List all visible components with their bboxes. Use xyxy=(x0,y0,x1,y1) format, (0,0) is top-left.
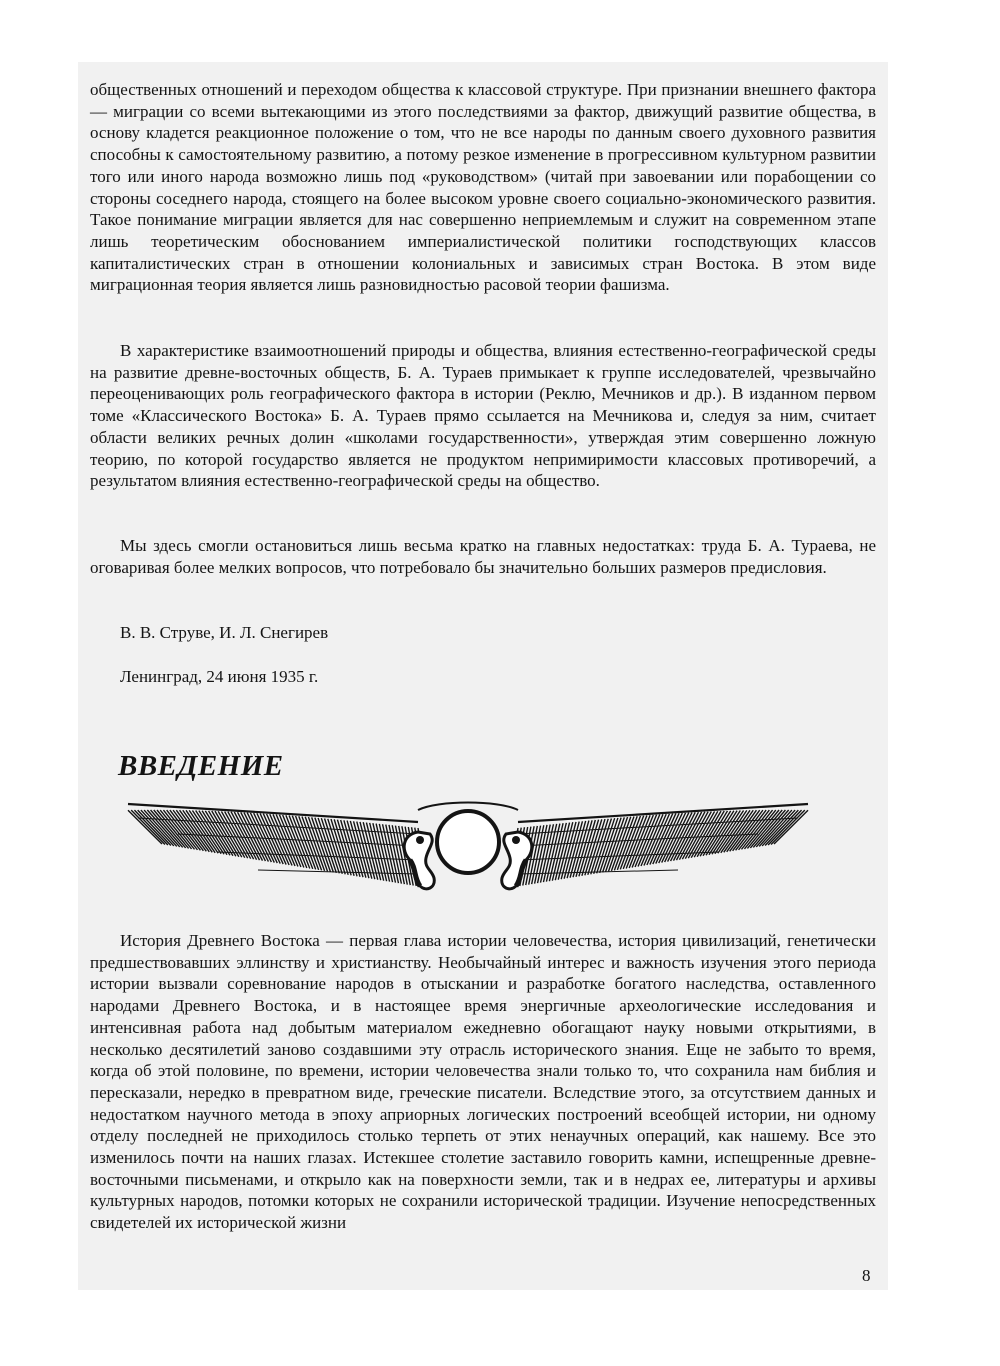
preface-paragraph-3: Мы здесь смогли остановиться лишь весьма кратко на главных недостатках: труда Б. А. Тураева, не оговаривая более мелких вопросов, что потребовало бы значительно больших размеров предисловия. xyxy=(90,536,876,577)
preface-paragraph-1: общественных отношений и переходом общества к классовой структуре. При признании внешнего фактора — миграции со всеми вытекающими из этого последствиями за фактор, движущий развитие общества, в основу кладется реакционное положение о том, что не все народы по данным своего духовного развития способны к самостоятельному развитию, а потому резкое изменение в прогрессивном культурном развитии того или иного народа возможно лишь под «руководством» (читай при завоевании или порабощении со стороны соседнего народа, стоящего на более высоком уровне своего социально-экономического развития. Такое понимание миграции является для нас совершенно неприемлемым и служит на современном этапе лишь теоретическим обоснованием империалистической политики господствующих классов капиталистических стран в отношении колониальных и зависимых стран Востока. В этом виде миграционная теория является лишь разновидностью расовой теории фашизма. xyxy=(90,80,876,295)
preface-place-date: Ленинград, 24 июня 1935 г. xyxy=(120,667,319,686)
sun-disc-with-uraei xyxy=(404,803,532,889)
page-number: 8 xyxy=(862,1266,871,1285)
introduction-paragraph-1: История Древнего Востока — первая глава истории человечества, история цивилизаций, генетически предшествовавших эллинству и христианству. Необычайный интерес и важность изучения этого периода истории вызвали соревнование народов в отыскании и разработке богатого наследства, оставленного народами Древнего Востока, и в настоящее время энергичные археологические исследования и интенсивная работа над добытым материалом ежедневно обогащают науку новыми открытиями, в несколько десятилетий заново создавшими эту отрасль исторического знания. Еще не забыто то время, когда об этой половине, по времени, истории человечества знали только то, что сохранила нам библия и пересказали, нередко в превратном виде, греческие писатели. Вследствие этого, за отсутствием данных и недостатком научного метода в эпоху априорных логических построений всеобщей истории, ни одному отделу последней не приходилось столько терпеть от этих ненаучных операций, как нашему. Все это изменилось почти на наших глазах. Истекшее столетие заставило говорить камни, испещренные древне-восточными письменами, и открыло как на поверхности земли, так и в недрах ее, литературы и архивы культурных народов, потомки которых не сохранили исторической традиции. Изучение непосредственных свидетелей их исторической жизни xyxy=(90,931,876,1233)
preface-paragraph-2: В характеристике взаимоотношений природы и общества, влияния естественно-географической среды на развитие древне-восточных обществ, Б. А. Тураев примыкает к группе исследователей, чрезвычайно переоценивающих роль географического фактора в истории (Реклю, Мечников и др.). В изданном первом томе «Классического Востока» Б. А. Тураев прямо ссылается на Мечникова и, следуя за ним, считает области великих речных долин «школами государственности», утверждая этим совершенно ложную теорию, по которой государство является не продуктом непримиримости классовых противоречий, а результатом влияния естественно-географической среды на общество. xyxy=(90,341,876,491)
section-heading: ВВЕДЕНИЕ xyxy=(118,750,284,782)
winged-sun-disc-icon xyxy=(118,790,818,900)
preface-authors: В. В. Струве, И. Л. Снегирев xyxy=(120,623,329,642)
